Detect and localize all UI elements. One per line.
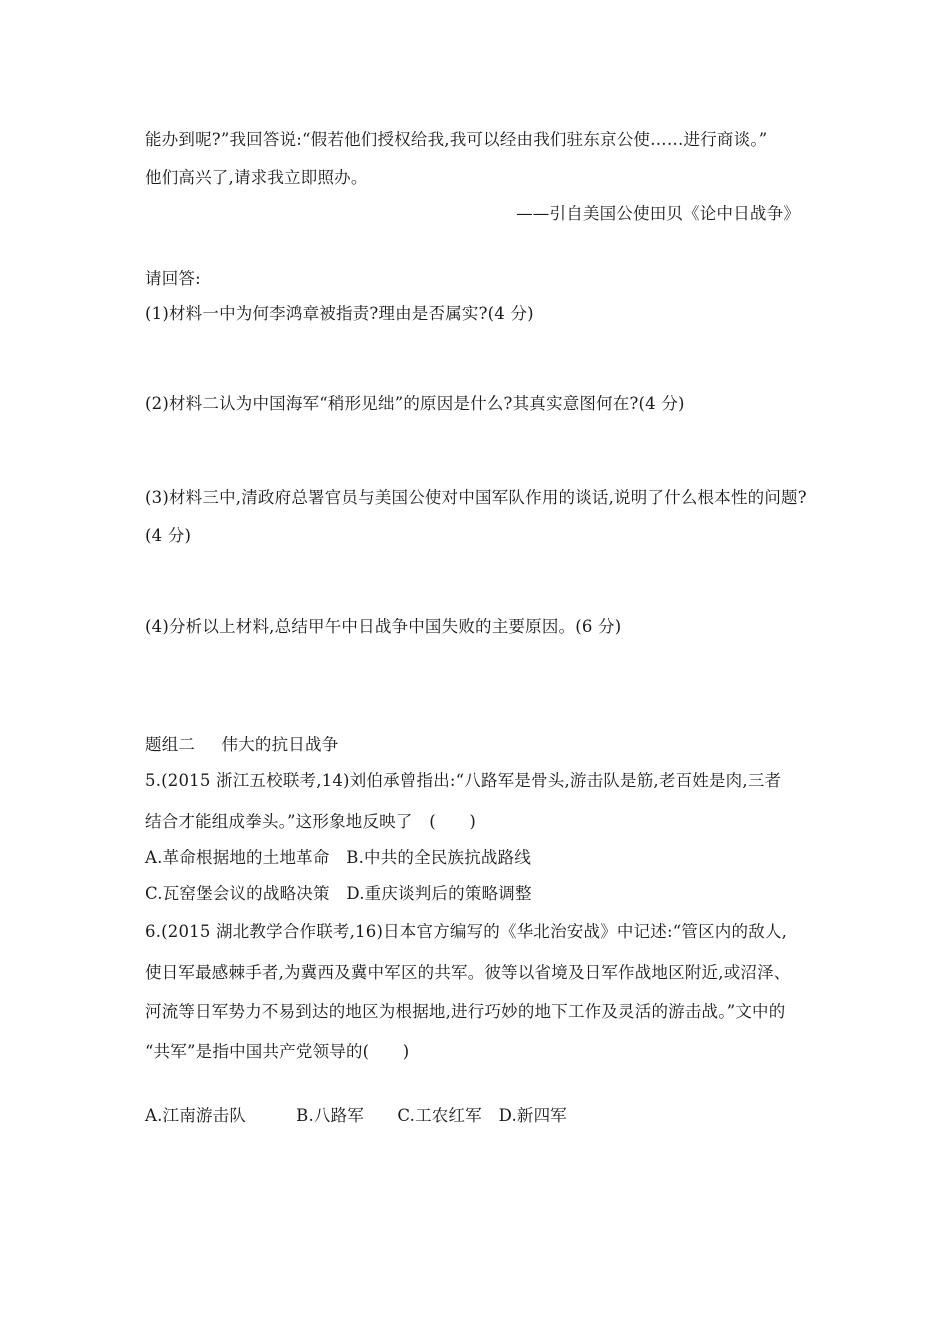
- question-6-line2: 使日军最感棘手者,为冀西及冀中军区的共军。彼等以省境及日军作战地区附近,或沼泽、: [145, 963, 791, 982]
- question-5-options-line2: C.瓦窑堡会议的战略决策 D.重庆谈判后的策略调整: [145, 884, 532, 903]
- question-4: (4)分析以上材料,总结甲午中日战争中国失败的主要原因。(6 分): [145, 617, 622, 636]
- group2-heading: [145, 735, 338, 755]
- question-5-line1: 5.(2015 浙江五校联考,14)刘伯承曾指出:“八路军是骨头,游击队是筋,老百姓是肉,三者: [145, 771, 782, 790]
- question-6-line3: 河流等日军势力不易到达的地区为根据地,进行巧妙的地下工作及灵活的游击战。”文中的: [145, 1002, 786, 1021]
- question-2: (2)材料二认为中国海军“稍形见绌”的原因是什么?其真实意图何在?(4 分): [145, 394, 685, 413]
- group2-heading-title: 伟大的抗日战争: [221, 735, 339, 754]
- question-3-line2: (4 分): [145, 526, 192, 545]
- question-1: (1)材料一中为何李鸿章被指责?理由是否属实?(4 分): [145, 304, 534, 323]
- question-5-line2: 结合才能组成拳头。”这形象地反映了 ( ): [145, 812, 476, 831]
- material3-source: ——引自美国公使田贝《论中日战争》: [516, 204, 800, 223]
- question-5-options-line1: A.革命根据地的土地革命 B.中共的全民族抗战路线: [145, 848, 532, 867]
- material3-line1: 能办到呢?”我回答说:“假若他们授权给我,我可以经由我们驻东京公使……进行商谈。”: [145, 130, 768, 149]
- question-6-line4: “共军”是指中国共产党领导的( ): [145, 1042, 410, 1061]
- question-6-options: A.江南游击队 B.八路军 C.工农红军 D.新四军: [145, 1106, 567, 1125]
- questions-prompt: 请回答:: [145, 269, 201, 288]
- question-3-line1: (3)材料三中,清政府总署官员与美国公使对中国军队作用的谈话,说明了什么根本性的问题?: [145, 488, 807, 507]
- material3-line2: 他们高兴了,请求我立即照办。: [145, 168, 368, 187]
- question-6-line1: 6.(2015 湖北教学合作联考,16)日本官方编写的《华北治安战》中记述:“管区内的敌人,: [145, 922, 788, 941]
- group2-heading-label: 题组二: [145, 735, 196, 754]
